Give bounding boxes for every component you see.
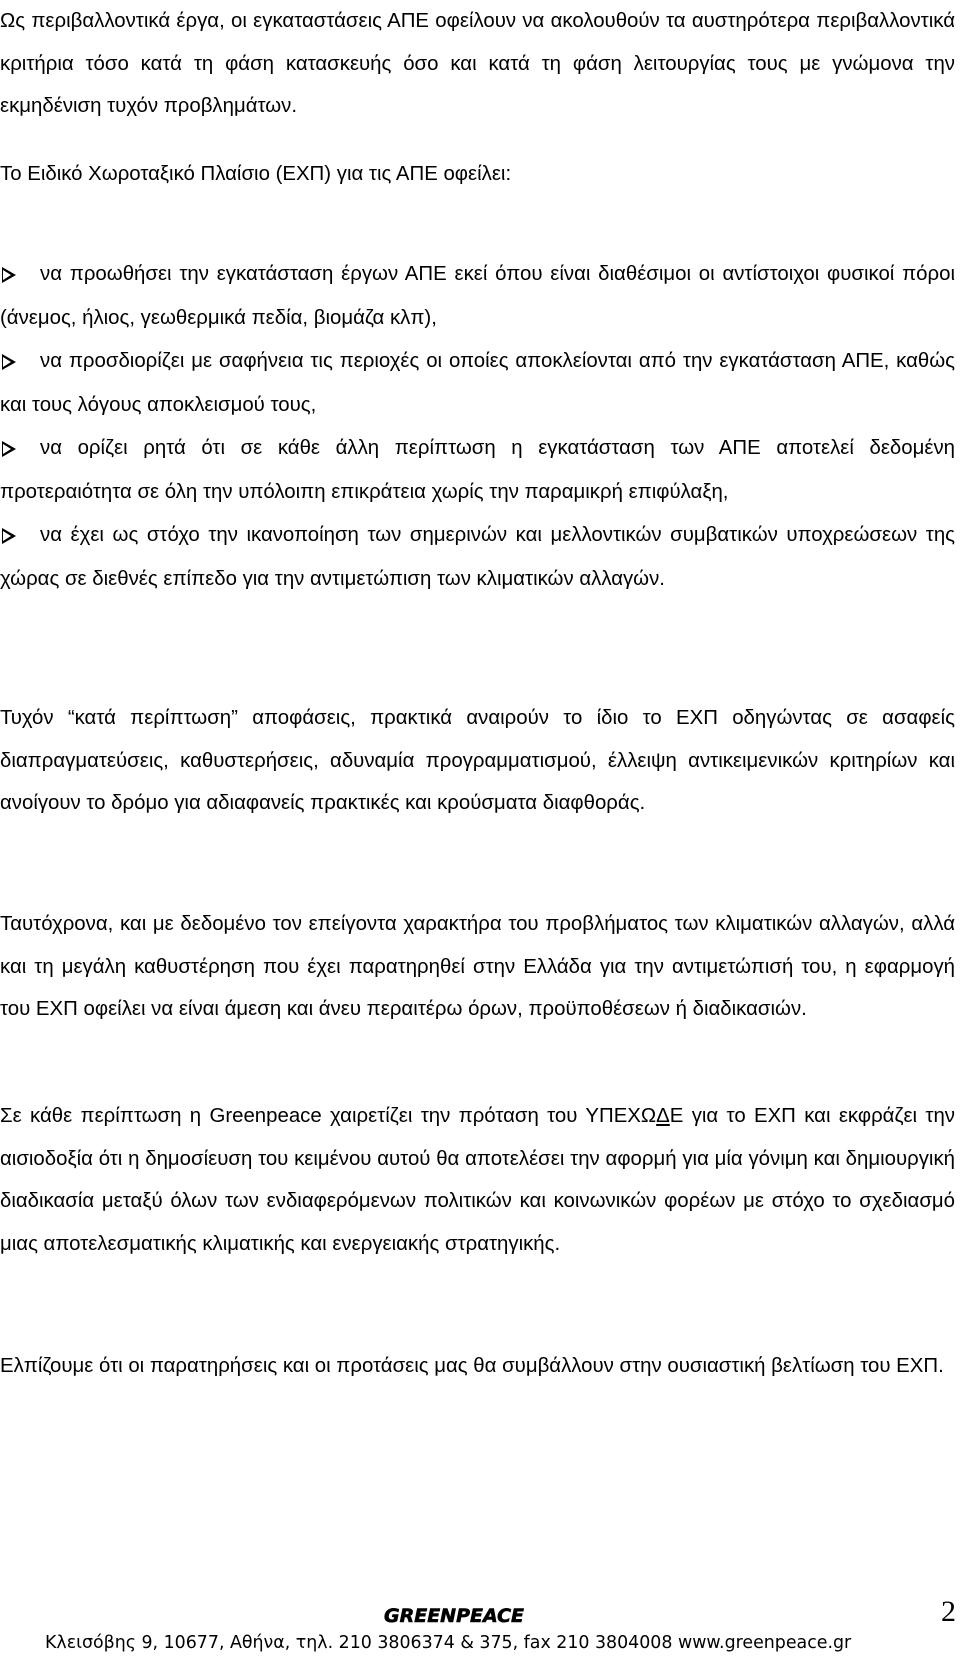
arrowhead-bullet-icon — [2, 528, 16, 544]
list-item — [0, 253, 955, 340]
paragraph-environmental-works: Ως περιβαλλοντικά έργα, οι εγκαταστάσεις ΑΠΕ οφείλουν να ακολουθούν τα αυστηρότερα περιβαλλοντικά κριτήρια τόσο κατά τη φάση κατασκευής όσο και κατά τη φάση λειτουργίας τους με γνώμονα την εκμηδένιση τυχόν προβλημάτων. — [0, 10, 955, 117]
arrowhead-bullet-icon — [2, 267, 16, 283]
footer-contact: Κλεισόβης 9, 10677, Αθήνα, τηλ. 210 3806374 & 375, fax 210 3804008 www.greenpeace.gr — [45, 1633, 852, 1653]
greenpeace-logo — [384, 1604, 524, 1626]
paragraph-closing: Ελπίζουμε ότι οι παρατηρήσεις και οι προτάσεις μας θα συμβάλλουν στην ουσιαστική βελτίωση του ΕΧΠ. — [0, 1355, 944, 1377]
page-number: 2 — [941, 1595, 956, 1628]
greenpeace-logo-text: GREENPEACE — [384, 1605, 524, 1626]
paragraph-greenpeace-welcome — [0, 1095, 955, 1265]
list-item — [0, 340, 955, 427]
paragraph-case-by-case: Τυχόν “κατά περίπτωση” αποφάσεις, πρακτικά αναιρούν το ίδιο το ΕΧΠ οδηγώντας σε ασαφείς διαπραγματεύσεις, καθυστερήσεις, αδυναμία προγραμματισμού, έλλειψη αντικειμενικών κριτηρίων και ανοίγουν το δρόμο για αδιαφανείς πρακτικές και κρούσματα διαφθοράς. — [0, 707, 955, 814]
bullet-text: να προωθήσει την εγκατάσταση έργων ΑΠΕ εκεί όπου είναι διαθέσιμοι οι αντίστοιχοι φυσικοί πόροι (άνεμος, ήλιος, γεωθερμικά πεδία, βιομάζα κλπ), — [0, 263, 955, 329]
list-item — [0, 514, 955, 601]
bullet-text: να ορίζει ρητά ότι σε κάθε άλλη περίπτωση η εγκατάσταση των ΑΠΕ αποτελεί δεδομένη προτεραιότητα σε όλη την υπόλοιπη επικράτεια χωρίς την παραμικρή επιφύλαξη, — [0, 437, 955, 503]
bullet-text: να έχει ως στόχο την ικανοποίηση των σημερινών και μελλοντικών συμβατικών υποχρεώσεων της χώρας σε διεθνές επίπεδο για την αντιμετώπιση των κλιματικών αλλαγών. — [0, 524, 955, 590]
bullet-list — [0, 253, 955, 601]
arrowhead-bullet-icon — [2, 441, 16, 457]
paragraph-urgency: Ταυτόχρονα, και με δεδομένο τον επείγοντα χαρακτήρα του προβλήματος των κλιματικών αλλαγών, αλλά και τη μεγάλη καθυστέρηση που έχει παρατηρηθεί στην Ελλάδα για την αντιμετώπισή του, η εφαρμογή του ΕΧΠ οφείλει να είναι άμεση και άνευ περαιτέρω όρων, προϋποθέσεων ή διαδικασιών. — [0, 913, 955, 1020]
paragraph-ekhp-intro: Το Ειδικό Χωροταξικό Πλαίσιο (ΕΧΠ) για τις ΑΠΕ οφείλει: — [0, 163, 512, 185]
paragraph-text-end: Ε για το ΕΧΠ και εκφράζει την αισιοδοξία ότι η δημοσίευση του κειμένου αυτού θα αποτελέσει την αφορμή για μία γόνιμη και δημιουργική διαδικασία μεταξύ όλων των ενδιαφερόμενων πολιτικών και κοινωνικών φορέων με στόχο το σχεδιασμό μιας αποτελεσματικής κλιματικής και ενεργειακής στρατηγικής. — [0, 1105, 955, 1255]
underlined-letter: Δ — [656, 1105, 670, 1127]
arrowhead-bullet-icon — [2, 354, 16, 370]
paragraph-text-start: Σε κάθε περίπτωση η Greenpeace χαιρετίζει την πρόταση του ΥΠΕΧΩ — [0, 1105, 657, 1127]
list-item — [0, 427, 955, 514]
bullet-text: να προσδιορίζει με σαφήνεια τις περιοχές οι οποίες αποκλείονται από την εγκατάσταση ΑΠΕ, καθώς και τους λόγους αποκλεισμού τους, — [0, 350, 955, 416]
